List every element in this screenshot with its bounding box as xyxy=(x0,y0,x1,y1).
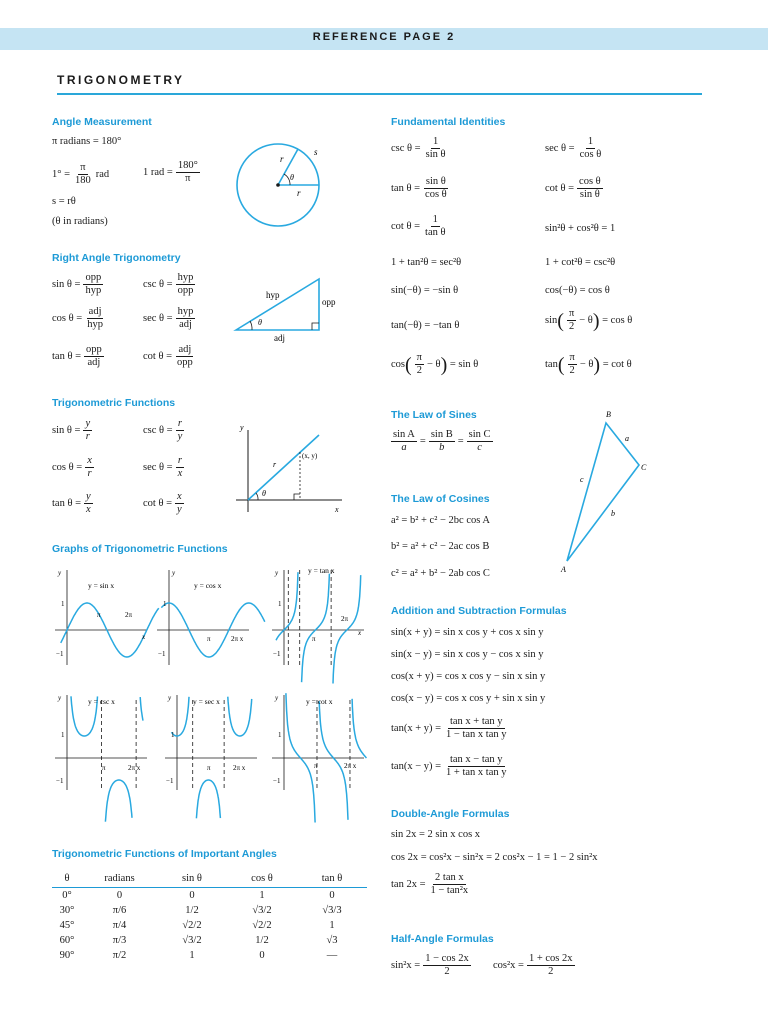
half-cos xyxy=(493,953,578,978)
cof3-two: 2 xyxy=(569,365,575,376)
fi-cot-recip xyxy=(391,214,451,239)
tf-tan-lhs: tan θ = xyxy=(52,498,82,509)
ra-sin-num: opp xyxy=(85,272,102,283)
tf-cos xyxy=(52,455,97,480)
fi-csc xyxy=(391,136,451,161)
half-sin-num: 1 − cos 2x xyxy=(425,953,469,964)
tf-csc xyxy=(143,418,187,443)
right-triangle-diagram xyxy=(230,275,350,345)
graph-cos xyxy=(157,565,257,675)
ra-sec xyxy=(143,306,198,331)
add-tm-lhs: tan(x − y) = xyxy=(391,761,442,772)
cof2-pi: π xyxy=(416,352,422,363)
important-angles-table xyxy=(52,870,367,963)
graph-sin-neg-one: −1 xyxy=(56,650,64,658)
ls-eq2: = xyxy=(457,436,464,447)
law-of-cosines-b: b² = a² + c² − 2ac cos B xyxy=(391,541,490,552)
fi-sec-num: 1 xyxy=(587,136,594,147)
fi-csc-lhs: csc θ = xyxy=(391,143,421,154)
double-tan-num: 2 tan x xyxy=(435,872,464,883)
cof3-pre: tan xyxy=(545,359,558,370)
ra-sin-den: hyp xyxy=(85,285,102,296)
graph-sec-one: 1 xyxy=(171,731,175,739)
ra-tan-lhs: tan θ = xyxy=(52,351,82,362)
ls-b-num: sin B xyxy=(430,429,453,440)
circle-label-s: s xyxy=(314,147,318,157)
half-cos-num: 1 + cos 2x xyxy=(528,953,573,964)
ra-tan-num: opp xyxy=(86,344,102,355)
add-sin-minus: sin(x − y) = sin x cos y − cos x sin y xyxy=(391,649,544,660)
graph-tan-2pi: 2π xyxy=(341,615,349,623)
add-tm-den: 1 + tan x tan y xyxy=(446,767,507,778)
fi-cot-den: sin θ xyxy=(579,189,600,200)
fi-cot-lhs: cot θ = xyxy=(545,183,575,194)
fi-tan-neg: tan(−θ) = −tan θ xyxy=(391,320,460,331)
section-graphs: Graphs of Trigonometric Functions xyxy=(52,543,228,555)
half-sin-lhs: sin²x = xyxy=(391,960,421,971)
table-cell: 1 xyxy=(189,950,195,961)
fi-sin-neg: sin(−θ) = −sin θ xyxy=(391,285,459,296)
cof2-two: 2 xyxy=(416,365,422,376)
tri-label-opp: opp xyxy=(322,297,336,307)
law-of-cosines-a: a² = b² + c² − 2bc cos A xyxy=(391,515,490,526)
ra-csc-num: hyp xyxy=(177,272,194,283)
ra-cot-num: adj xyxy=(178,344,192,355)
fi-cofunction-tan xyxy=(545,352,632,377)
cof3-post: = cot θ xyxy=(602,359,632,370)
add-tan-minus xyxy=(391,754,512,779)
table-cell: 1/2 xyxy=(255,935,269,946)
table-cell: 0 xyxy=(189,890,195,901)
fi-sec-lhs: sec θ = xyxy=(545,143,575,154)
ra-tan xyxy=(52,344,107,369)
ra-csc-den: opp xyxy=(177,285,194,296)
tf-tan-num: y xyxy=(86,491,91,502)
table-cell: 60° xyxy=(59,935,75,946)
circle-label-r2: r xyxy=(297,188,301,198)
section-half-angle: Half-Angle Formulas xyxy=(391,933,494,945)
header-bar xyxy=(0,28,768,50)
fi-tan-den: cos θ xyxy=(425,189,447,200)
radian-num: 180° xyxy=(177,160,198,171)
cof1-rp: ) xyxy=(592,309,600,332)
cof3-rp: ) xyxy=(593,353,601,376)
ra-sec-den: adj xyxy=(179,319,192,330)
fi-cot-csc: 1 + cot²θ = csc²θ xyxy=(545,257,616,268)
table-cell: √2/2 xyxy=(182,920,202,931)
half-cos-den: 2 xyxy=(548,966,554,977)
graph-sin-one: 1 xyxy=(61,600,65,608)
table-cell: — xyxy=(326,950,338,961)
abc-label-c: c xyxy=(580,475,584,484)
table-cell: √2/2 xyxy=(252,920,272,931)
fi-tan xyxy=(391,176,452,201)
graph-sec-pi: π xyxy=(207,764,211,772)
ra-cos-den: hyp xyxy=(87,319,103,330)
title-rule xyxy=(57,93,702,95)
cof2-mt: − θ xyxy=(426,359,441,370)
degree-formula xyxy=(52,162,109,187)
pi-radians-line: π radians = 180° xyxy=(52,136,122,147)
degree-den: 180 xyxy=(75,175,91,186)
fi-cot2-num: 1 xyxy=(432,214,438,225)
graph-tan-x: x xyxy=(358,629,362,637)
graph-sec-2pi: 2π x xyxy=(233,764,246,772)
table-cell: π/6 xyxy=(112,905,127,916)
radian-den: π xyxy=(185,173,191,184)
degree-unit: rad xyxy=(95,169,110,180)
ra-sin xyxy=(52,272,106,297)
graph-csc xyxy=(55,690,155,800)
cof1-two: 2 xyxy=(568,321,575,332)
graph-tan-one: 1 xyxy=(278,600,282,608)
abc-label-C: C xyxy=(641,463,647,472)
table-cell: π/2 xyxy=(112,950,127,961)
table-cell: √3/3 xyxy=(322,905,342,916)
section-addition: Addition and Subtraction Formulas xyxy=(391,605,567,617)
double-tan-den: 1 − tan²x xyxy=(430,885,469,896)
double-tan-lhs: tan 2x = xyxy=(391,879,426,890)
table-cell: π/3 xyxy=(112,935,127,946)
add-tm-num: tan x − tan y xyxy=(449,754,503,765)
tf-cot-lhs: cot θ = xyxy=(143,498,173,509)
graph-cot-neg-one: −1 xyxy=(273,777,281,785)
ls-c-den: c xyxy=(477,442,482,453)
add-sin-plus: sin(x + y) = sin x cos y + cos x sin y xyxy=(391,627,544,638)
table-row xyxy=(52,918,367,933)
graph-sin-pi: π xyxy=(97,611,101,619)
header-bar-title: REFERENCE PAGE 2 xyxy=(312,31,456,43)
table-cell: 1 xyxy=(259,890,265,901)
fi-tan-lhs: tan θ = xyxy=(391,183,421,194)
graph-sin-x: x xyxy=(142,633,146,641)
abc-label-B: B xyxy=(606,410,611,419)
tf-sec xyxy=(143,455,187,480)
ra-cot-lhs: cot θ = xyxy=(143,351,173,362)
abc-label-A: A xyxy=(561,565,566,574)
graph-cot-2pi: 2π x xyxy=(344,762,357,770)
table-cell: 0° xyxy=(62,890,72,901)
cof2-rp: ) xyxy=(440,353,448,376)
add-tp-den: 1 − tan x tan y xyxy=(446,729,507,740)
section-trig-functions: Trigonometric Functions xyxy=(52,397,176,409)
graph-cos-one: 1 xyxy=(163,600,167,608)
section-law-of-sines: The Law of Sines xyxy=(391,409,477,421)
add-tp-lhs: tan(x + y) = xyxy=(391,723,442,734)
fi-cot xyxy=(545,176,606,201)
circle-label-theta: θ xyxy=(290,173,294,182)
graph-cot xyxy=(272,690,372,800)
ls-a-num: sin A xyxy=(393,429,415,440)
fi-tan-num: sin θ xyxy=(425,176,446,187)
graph-csc-2pi: 2π x xyxy=(128,764,141,772)
ra-cos-num: adj xyxy=(88,306,102,317)
double-sin: sin 2x = 2 sin x cos x xyxy=(391,829,481,840)
ra-sin-lhs: sin θ = xyxy=(52,279,81,290)
arc-length-formula: s = rθ xyxy=(52,196,76,207)
add-tan-plus xyxy=(391,716,512,741)
graph-tan-title: y = tan x xyxy=(308,566,335,575)
tf-sin-den: r xyxy=(85,431,90,442)
section-double-angle: Double-Angle Formulas xyxy=(391,808,510,820)
graph-sec xyxy=(165,690,265,800)
tf-cot-den: y xyxy=(177,504,182,515)
oblique-triangle-diagram xyxy=(555,405,655,575)
cof1-pre: sin xyxy=(545,315,558,326)
table-cell: √3 xyxy=(326,935,338,946)
cof3-mt: − θ xyxy=(579,359,594,370)
fi-cot2-lhs: cot θ = xyxy=(391,221,421,232)
graph-csc-one: 1 xyxy=(61,731,65,739)
half-sin-den: 2 xyxy=(444,966,450,977)
tf-cos-lhs: cos θ = xyxy=(52,462,83,473)
graph-csc-neg-one: −1 xyxy=(56,777,64,785)
graph-cos-2pi: 2π x xyxy=(231,635,244,643)
table-cell: √3/2 xyxy=(252,905,272,916)
graph-sin xyxy=(55,565,155,675)
fi-sec xyxy=(545,136,606,161)
tf-sec-den: x xyxy=(177,468,183,479)
table-cell: 0 xyxy=(259,950,265,961)
tf-sin xyxy=(52,418,95,443)
fi-csc-den: sin θ xyxy=(425,149,446,160)
fi-cot-num: cos θ xyxy=(579,176,601,187)
ls-b-den: b xyxy=(439,442,445,453)
table-cell: 90° xyxy=(59,950,75,961)
tf-sin-lhs: sin θ = xyxy=(52,425,81,436)
radian-lhs: 1 rad = xyxy=(143,167,173,178)
tf-cot-num: x xyxy=(177,491,182,502)
ls-a-den: a xyxy=(401,442,407,453)
cof2-lp: ( xyxy=(405,353,412,376)
ls-eq1: = xyxy=(419,436,426,447)
tf-sin-num: y xyxy=(85,418,91,429)
radian-formula xyxy=(143,160,203,185)
add-cos-plus: cos(x + y) = cos x cos y − sin x sin y xyxy=(391,671,546,682)
fi-cos-neg: cos(−θ) = cos θ xyxy=(545,285,610,296)
coord-label-x: x xyxy=(335,505,339,514)
graph-sin-y: y xyxy=(58,569,62,577)
graph-cot-one: 1 xyxy=(278,731,282,739)
abc-label-a: a xyxy=(625,434,629,443)
radians-note: (θ in radians) xyxy=(52,216,108,227)
ra-tan-den: adj xyxy=(87,357,101,368)
table-cell: 30° xyxy=(59,905,75,916)
ra-sec-num: hyp xyxy=(177,306,194,317)
fi-tan-sec: 1 + tan²θ = sec²θ xyxy=(391,257,462,268)
graph-sec-neg-one: −1 xyxy=(166,777,174,785)
cof1-post: = cos θ xyxy=(602,315,633,326)
tf-sec-num: r xyxy=(177,455,182,466)
graph-sec-title: y = sec x xyxy=(193,697,220,706)
tf-csc-num: r xyxy=(177,418,182,429)
graph-csc-y: y xyxy=(58,694,62,702)
graph-cot-pi: π xyxy=(314,762,318,770)
cof1-pi: π xyxy=(568,308,575,319)
table-header-cell: radians xyxy=(82,870,157,888)
ls-c-num: sin C xyxy=(468,429,491,440)
ra-csc xyxy=(143,272,198,297)
table-header-cell: sin θ xyxy=(157,870,227,888)
fi-cofunction-sin xyxy=(545,308,632,333)
cof3-pi: π xyxy=(569,352,575,363)
section-law-of-cosines: The Law of Cosines xyxy=(391,493,490,505)
tf-csc-lhs: csc θ = xyxy=(143,425,173,436)
double-cos: cos 2x = cos²x − sin²x = 2 cos²x − 1 = 1 − 2 sin²x xyxy=(391,852,598,863)
half-cos-lhs: cos²x = xyxy=(493,960,524,971)
graph-cos-neg-one: −1 xyxy=(158,650,166,658)
coord-label-point: (x, y) xyxy=(302,452,318,460)
table-row xyxy=(52,948,367,963)
cof1-mt: − θ xyxy=(579,315,593,326)
tf-cos-den: r xyxy=(87,468,92,479)
cof1-lp: ( xyxy=(557,309,564,332)
table-cell: √3/2 xyxy=(182,935,202,946)
table-cell: 45° xyxy=(59,920,75,931)
tf-csc-den: y xyxy=(177,431,183,442)
fi-cot2-den: tan θ xyxy=(425,227,446,238)
degree-num: π xyxy=(80,162,86,173)
tf-cot xyxy=(143,491,187,516)
degree-lhs: 1° = xyxy=(52,169,70,180)
fi-pythagorean: sin²θ + cos²θ = 1 xyxy=(545,223,616,234)
tri-label-adj: adj xyxy=(274,333,285,343)
circle-label-r1: r xyxy=(280,154,284,164)
table-row xyxy=(52,933,367,948)
tf-tan xyxy=(52,491,96,516)
ra-cot-den: opp xyxy=(177,357,193,368)
ra-cot xyxy=(143,344,198,369)
half-sin xyxy=(391,953,474,978)
cof3-lp: ( xyxy=(557,353,565,376)
table-cell: 0 xyxy=(329,890,335,901)
section-angle-measurement: Angle Measurement xyxy=(52,116,152,128)
ra-cos-lhs: cos θ = xyxy=(52,313,83,324)
graph-csc-title: y = csc x xyxy=(88,697,115,706)
tri-label-hyp: hyp xyxy=(266,290,280,300)
fi-csc-num: 1 xyxy=(432,136,439,147)
graph-cos-title: y = cos x xyxy=(194,581,222,590)
ra-cos xyxy=(52,306,108,331)
cof2-post: = sin θ xyxy=(449,359,479,370)
tf-cos-num: x xyxy=(87,455,92,466)
table-cell: π/4 xyxy=(112,920,127,931)
table-row xyxy=(52,903,367,918)
graph-csc-pi: π xyxy=(102,764,106,772)
section-important-angles: Trigonometric Functions of Important Angles xyxy=(52,848,277,860)
add-cos-minus: cos(x − y) = cos x cos y + sin x sin y xyxy=(391,693,546,704)
graph-tan xyxy=(272,565,372,675)
graph-cos-pi: π xyxy=(207,635,211,643)
ra-csc-lhs: csc θ = xyxy=(143,279,173,290)
tf-tan-den: x xyxy=(86,504,91,515)
abc-label-b: b xyxy=(611,509,615,518)
graph-cos-y: y xyxy=(172,569,176,577)
graph-sin-title: y = sin x xyxy=(88,581,115,590)
tri-label-theta: θ xyxy=(258,318,262,327)
ra-sec-lhs: sec θ = xyxy=(143,313,173,324)
coord-label-r: r xyxy=(273,460,277,469)
coord-label-y: y xyxy=(240,423,244,432)
table-row xyxy=(52,888,367,904)
table-cell: 1 xyxy=(329,920,335,931)
section-right-angle-trig: Right Angle Trigonometry xyxy=(52,252,181,264)
cof2-pre: cos xyxy=(391,359,405,370)
tf-sec-lhs: sec θ = xyxy=(143,462,173,473)
table-header-cell: cos θ xyxy=(227,870,297,888)
graph-tan-pi: π xyxy=(312,635,316,643)
section-fundamental: Fundamental Identities xyxy=(391,116,506,128)
graph-sec-y: y xyxy=(168,694,172,702)
coordinate-diagram xyxy=(230,418,350,518)
add-tp-num: tan x + tan y xyxy=(449,716,503,727)
graph-tan-neg-one: −1 xyxy=(273,650,281,658)
coord-label-theta: θ xyxy=(262,489,266,498)
table-header-row xyxy=(52,870,367,888)
law-of-sines-formula xyxy=(391,429,496,454)
table-header-cell: θ xyxy=(52,870,82,888)
law-of-cosines-c: c² = a² + b² − 2ab cos C xyxy=(391,568,490,579)
graph-sin-2pi: 2π xyxy=(125,611,133,619)
table-cell: 0 xyxy=(116,890,123,901)
page-title: TRIGONOMETRY xyxy=(57,73,185,87)
graph-cot-y: y xyxy=(275,694,279,702)
fi-cofunction-cos xyxy=(391,352,478,377)
unit-circle-diagram xyxy=(235,135,335,235)
graph-cot-title: y = cot x xyxy=(306,697,333,706)
graph-tan-y: y xyxy=(275,569,279,577)
table-cell: 1/2 xyxy=(185,905,199,916)
double-tan xyxy=(391,872,473,897)
table-header-cell: tan θ xyxy=(297,870,367,888)
fi-sec-den: cos θ xyxy=(579,149,602,160)
